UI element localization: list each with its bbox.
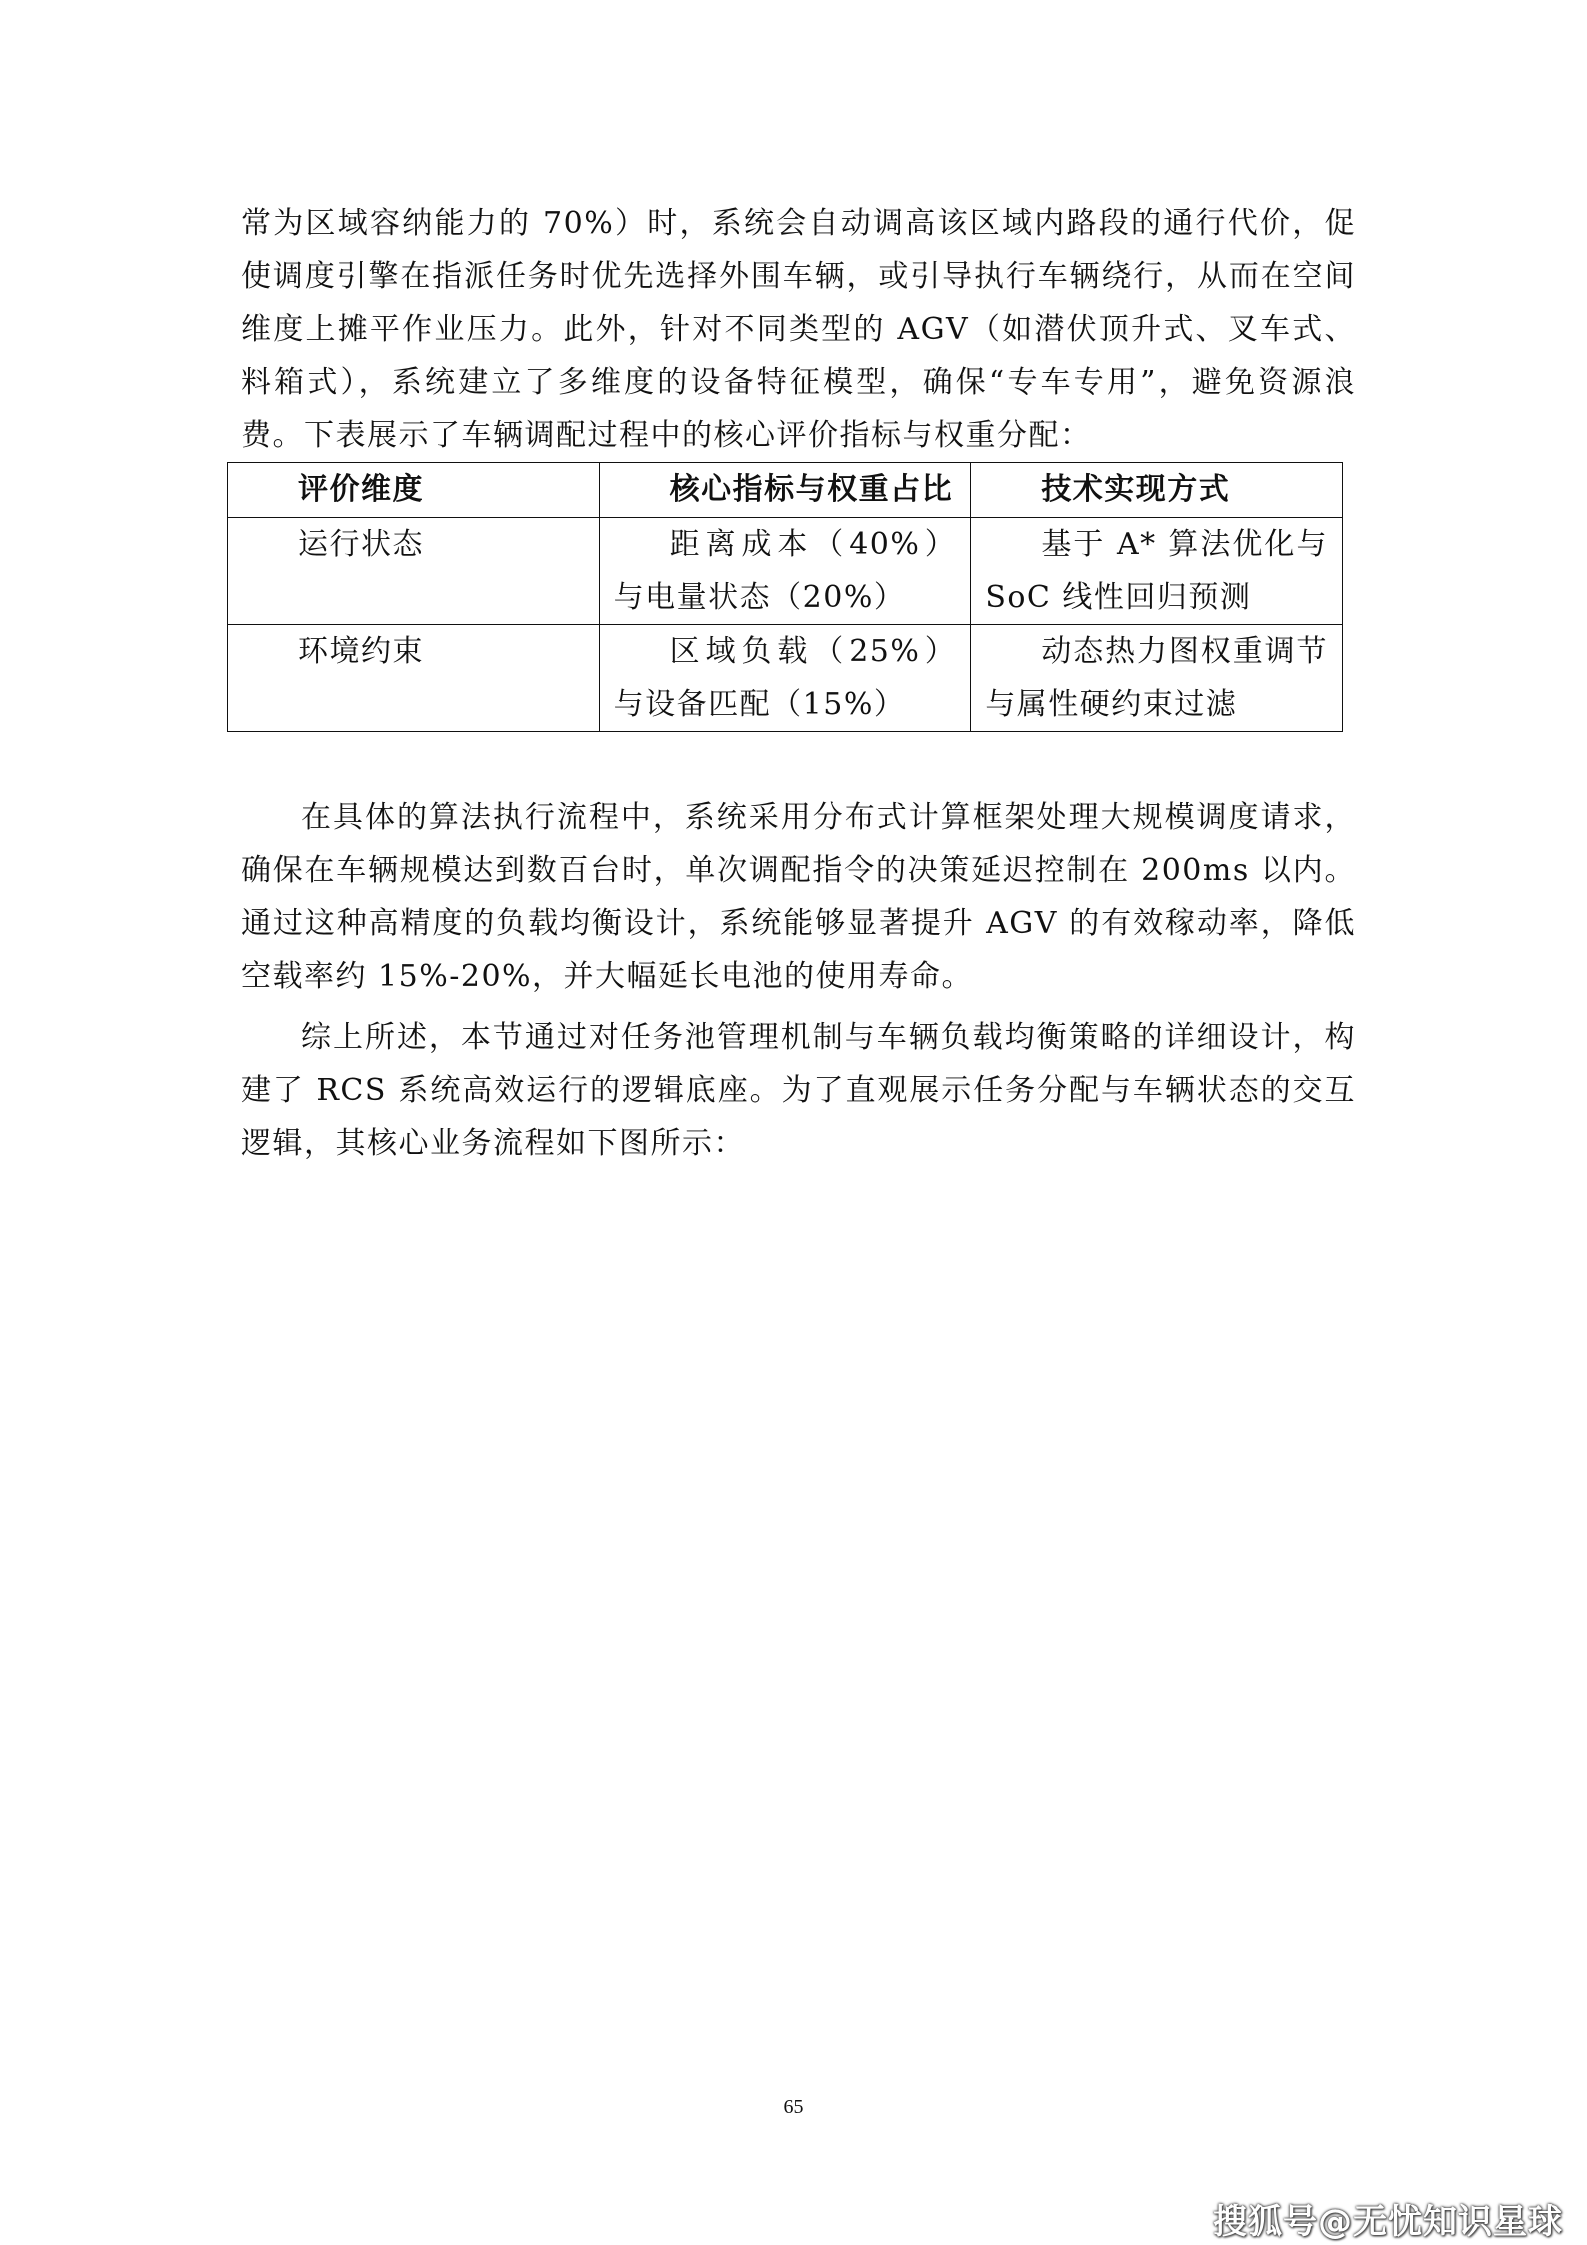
table-cell: 运行状态 <box>228 518 600 625</box>
paragraph-summary: 综上所述，本节通过对任务池管理机制与车辆负载均衡策略的详细设计，构建了 RCS 系统高效运行的逻辑底座。为了直观展示任务分配与车辆状态的交互逻辑，其核心业务流程如下图所示： <box>241 1020 1356 1161</box>
table-cell: 距离成本（40%）与电量状态（20%） <box>599 518 971 625</box>
table-row <box>228 518 1343 625</box>
table-row <box>228 625 1343 732</box>
table-cell: 基于 A* 算法优化与 SoC 线性回归预测 <box>971 518 1343 625</box>
table-cell: 环境约束 <box>228 625 600 732</box>
table-header-implementation: 技术实现方式 <box>971 463 1343 518</box>
paragraph-load-balancing: 常为区域容纳能力的 70%）时，系统会自动调高该区域内路段的通行代价，促使调度引擎在指派任务时优先选择外围车辆，或引导执行车辆绕行，从而在空间维度上摊平作业压力。此外，针对不同类型的 AGV（如潜伏顶升式、叉车式、料箱式），系统建立了多维度的设备特征模型，确保“专车专用”，避免资源浪费。下表展示了车辆调配过程中的核心评价指标与权重分配： <box>241 206 1356 453</box>
watermark: 搜狐号@无忧知识星球 <box>1213 2202 1563 2242</box>
paragraph-algorithm-flow: 在具体的算法执行流程中，系统采用分布式计算框架处理大规模调度请求，确保在车辆规模达到数百台时，单次调配指令的决策延迟控制在 200ms 以内。通过这种高精度的负载均衡设计，系统能够显著提升 AGV 的有效稼动率，降低空载率约 15%-20%，并大幅延长电池的使用寿命。 <box>241 800 1356 994</box>
evaluation-metrics-table <box>227 462 1343 732</box>
table-header-indicator: 核心指标与权重占比 <box>599 463 971 518</box>
table-cell: 区域负载（25%）与设备匹配（15%） <box>599 625 971 732</box>
page-number: 65 <box>783 2096 804 2118</box>
table-header-row <box>228 463 1343 518</box>
table-cell: 动态热力图权重调节与属性硬约束过滤 <box>971 625 1343 732</box>
table-header-dimension: 评价维度 <box>228 463 600 518</box>
